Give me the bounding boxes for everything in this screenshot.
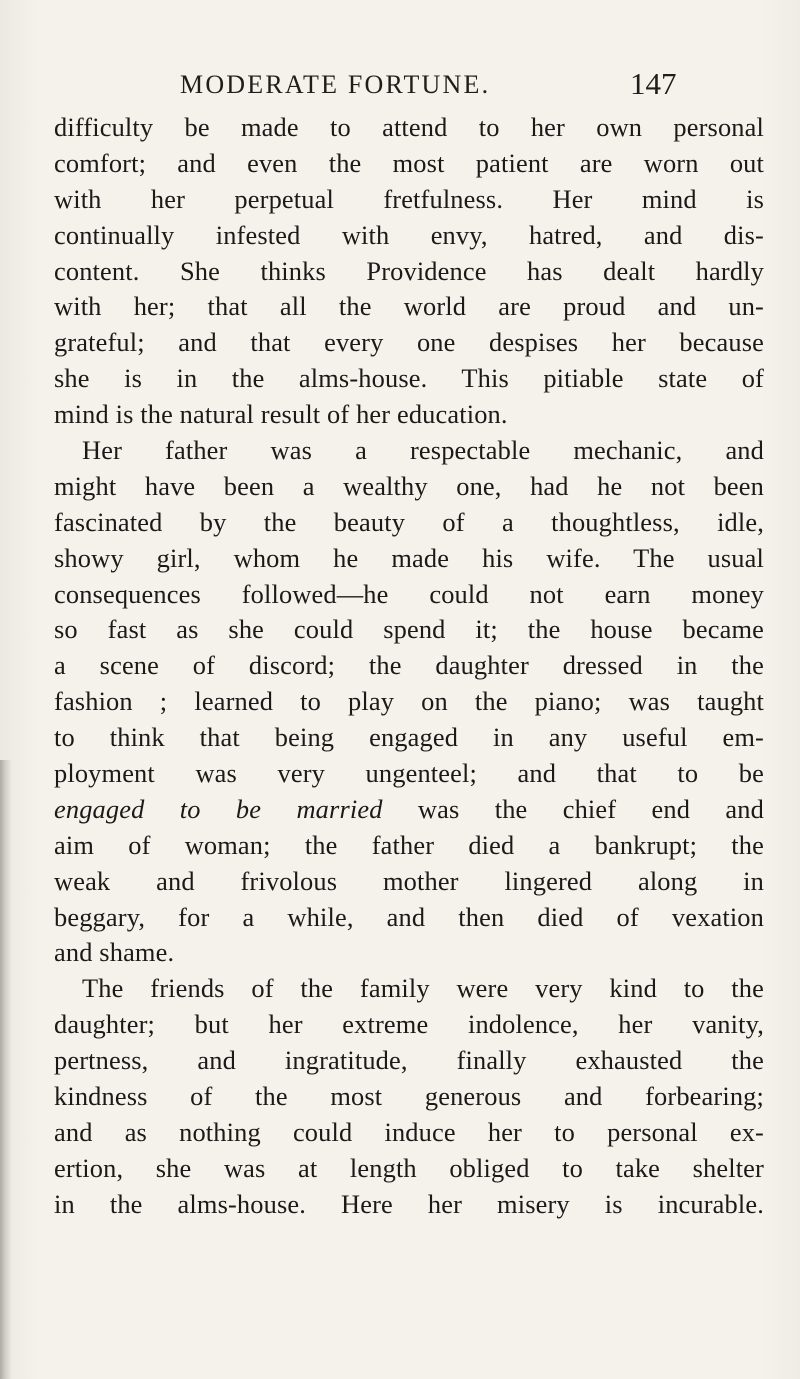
page-number: 147 <box>630 66 677 101</box>
text-line: fascinated by the beauty of a thoughtless, idle, <box>54 506 764 537</box>
italic-phrase: engaged to be married <box>54 793 383 824</box>
body-text <box>54 110 764 1223</box>
text-line: consequences followed—he could not earn money <box>54 578 764 609</box>
text-line: difficulty be made to attend to her own personal <box>54 112 764 142</box>
text-line: weak and frivolous mother lingered along in <box>54 865 764 896</box>
text-line: and shame. <box>54 937 175 968</box>
text-line: with her; that all the world are proud and un- <box>54 291 764 322</box>
text-line: with her perpetual fretfulness. Her mind is <box>54 183 764 214</box>
text-line: aim of woman; the father died a bankrupt; the <box>54 829 764 860</box>
text-line-italic <box>54 792 764 828</box>
text-line: to think that being engaged in any useful em- <box>54 722 764 753</box>
text-line: mind is the natural result of her education. <box>54 399 508 430</box>
text-run: was the chief end and <box>382 793 764 824</box>
page-header <box>0 66 800 110</box>
text-line: daughter; but her extreme indolence, her vanity, <box>54 1009 764 1040</box>
text-line: content. She thinks Providence has dealt hardly <box>54 255 764 286</box>
text-line: comfort; and even the most patient are worn out <box>54 147 764 178</box>
running-head: MODERATE FORTUNE. <box>180 70 491 99</box>
text-line: The friends of the family were very kind to the <box>82 973 764 1004</box>
text-line: grateful; and that every one despises her because <box>54 327 764 358</box>
text-line: in the alms-house. Here her misery is incurable. <box>54 1188 764 1219</box>
text-line: continually infested with envy, hatred, and dis- <box>54 219 764 250</box>
text-line: pertness, and ingratitude, finally exhausted the <box>54 1045 764 1076</box>
text-line: she is in the alms-house. This pitiable state of <box>54 363 764 394</box>
text-line: and as nothing could induce her to personal ex- <box>54 1116 764 1147</box>
text-line: a scene of discord; the daughter dressed in the <box>54 650 764 681</box>
text-line: beggary, for a while, and then died of vexation <box>54 901 764 932</box>
page-gutter-shadow <box>0 760 12 1379</box>
text-line: Her father was a respectable mechanic, and <box>82 435 764 466</box>
text-line: so fast as she could spend it; the house became <box>54 614 764 645</box>
text-line: might have been a wealthy one, had he not been <box>54 470 764 501</box>
text-line: ertion, she was at length obliged to take shelter <box>54 1152 764 1183</box>
text-line: kindness of the most generous and forbearing; <box>54 1081 764 1112</box>
text-line: ployment was very ungenteel; and that to be <box>54 758 764 789</box>
text-line: showy girl, whom he made his wife. The usual <box>54 542 764 573</box>
text-line: fashion ; learned to play on the piano; was taught <box>54 686 764 717</box>
